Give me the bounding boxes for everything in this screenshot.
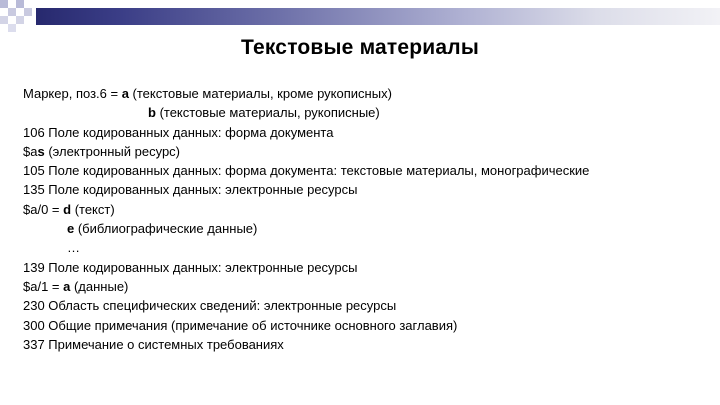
line-text: 337 Примечание о системных требованиях (23, 336, 284, 352)
text-line (23, 258, 703, 277)
line-text: 300 Общие примечания (примечание об источнике основного заглавия) (23, 317, 458, 333)
line-text: Маркер, поз.6 = (23, 86, 122, 101)
ellipsis-line: … (67, 240, 80, 256)
line-text: 106 Поле кодированных данных: форма документа (23, 124, 334, 140)
text-line (23, 123, 703, 142)
code-value: a (121, 86, 129, 101)
line-text: $a/0 = (23, 201, 64, 217)
text-line (23, 296, 703, 315)
line-text: 105 Поле кодированных данных: форма документа: текстовые материалы, монографические (23, 163, 590, 179)
line-text: (текстовые материалы, кроме рукописных) (128, 86, 392, 101)
line-text: (библиографические данные) (74, 221, 258, 237)
text-line (23, 103, 703, 122)
text-line (23, 180, 703, 199)
line-text: (текстовые материалы, рукописные) (155, 105, 380, 121)
line-text: (электронный ресурс) (44, 143, 181, 159)
line-text: (текст) (71, 201, 115, 217)
text-line (23, 277, 703, 296)
header-gradient-bar (36, 8, 720, 25)
text-line (23, 219, 703, 238)
slide-body (23, 84, 703, 354)
code-value: d (63, 201, 72, 217)
code-value: e (67, 221, 75, 237)
line-text: 230 Область специфических сведений: электронные ресурсы (23, 298, 397, 314)
line-text: $a/1 = (23, 278, 64, 294)
text-line (23, 84, 703, 103)
code-value: b (148, 105, 156, 121)
text-line (23, 335, 703, 354)
slide-title: Текстовые материалы (241, 36, 479, 59)
line-text: $a (23, 143, 38, 159)
line-text: 139 Поле кодированных данных: электронные ресурсы (23, 259, 358, 275)
text-line (23, 238, 703, 257)
text-line (23, 316, 703, 335)
code-value: s (37, 143, 45, 159)
line-text: 135 Поле кодированных данных: электронные ресурсы (23, 182, 358, 198)
text-line (23, 161, 703, 180)
code-value: a (63, 278, 71, 294)
text-line (23, 142, 703, 161)
line-text: (данные) (70, 278, 129, 294)
text-line (23, 200, 703, 219)
